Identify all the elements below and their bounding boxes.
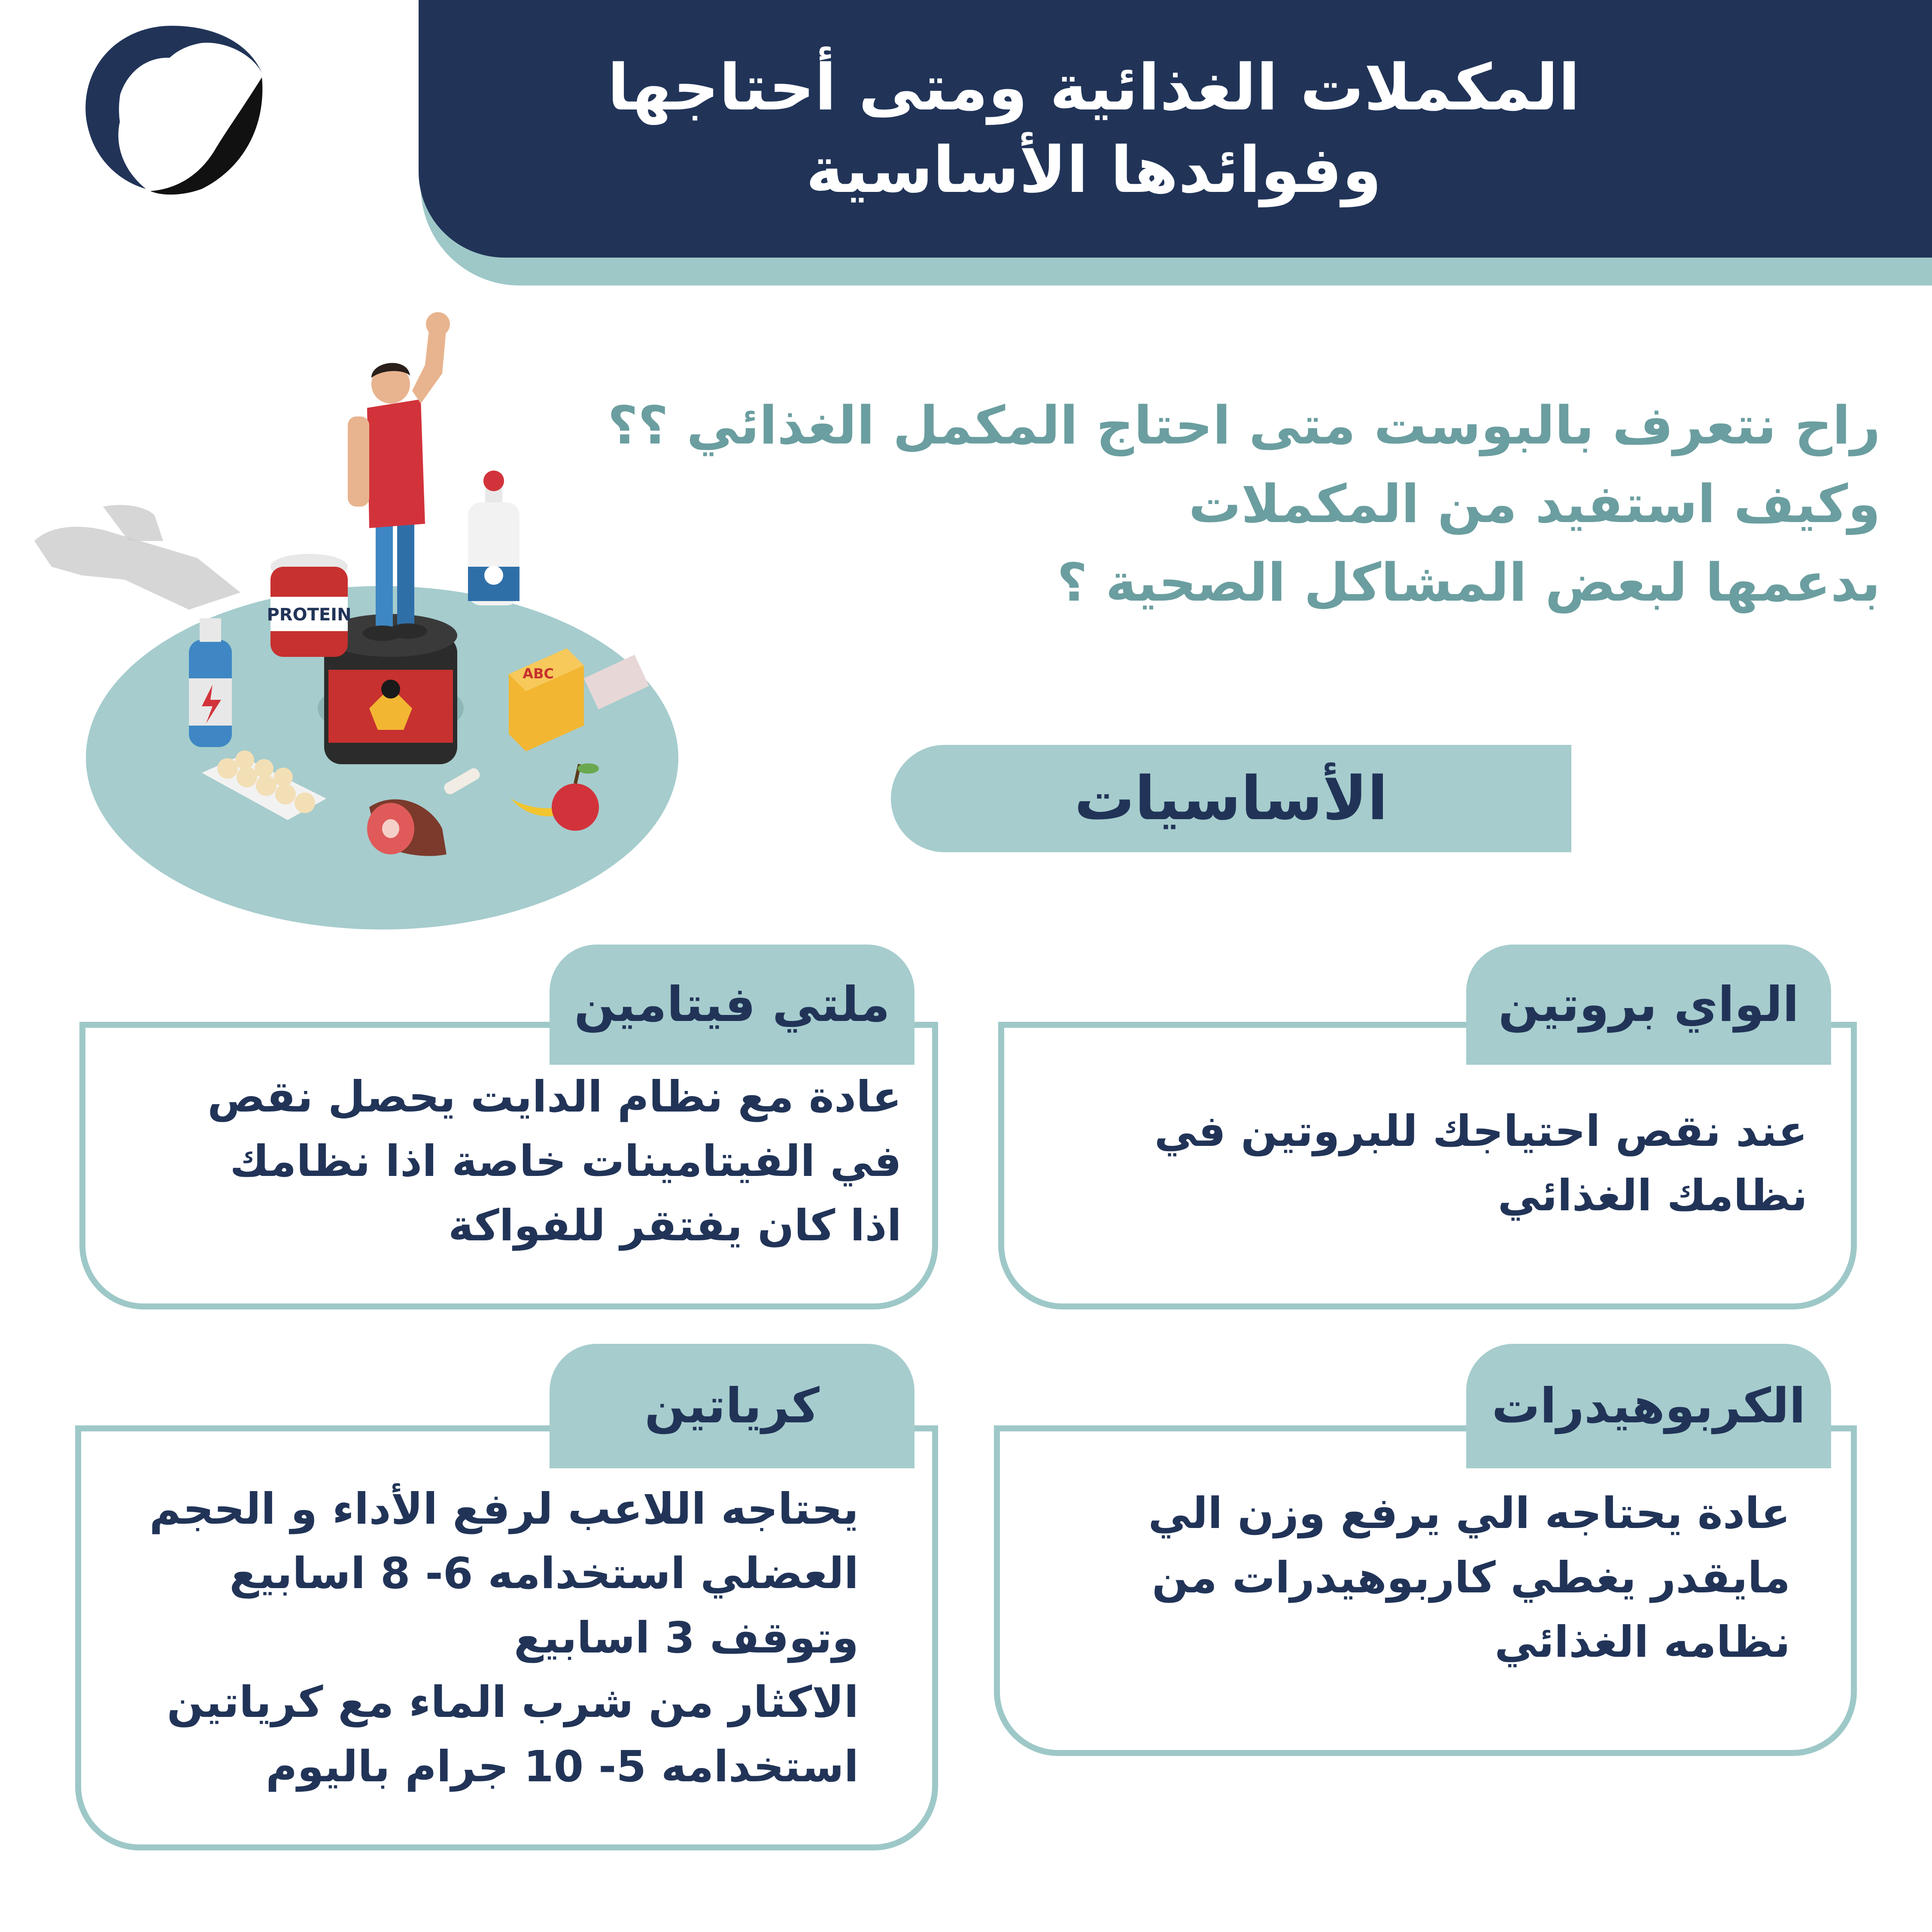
card-whey-title: الواي بروتين <box>1498 977 1799 1033</box>
man-shirt <box>367 399 425 528</box>
card-multivitamin-body: عادة مع نظام الدايت يحصل نقص في الفيتامينات خاصة اذا نظامك اذا كان يفتقر للفواكة <box>207 1072 902 1251</box>
card-carbs-tab <box>1466 1344 1831 1468</box>
page-title: المكملات الغذائية ومتى أحتاجها وفوائدها الأساسية <box>607 50 1580 207</box>
man-leg <box>376 524 393 631</box>
box-label: ABC <box>522 665 554 682</box>
section-basics-pill <box>891 745 1571 852</box>
card-whey-tab <box>1466 945 1831 1065</box>
card-creatine-title: كرياتين <box>644 1378 820 1434</box>
card-multivitamin-tab <box>550 945 914 1065</box>
header-banner <box>419 0 1932 258</box>
card-carbs-title: الكربوهيدرات <box>1492 1378 1806 1434</box>
intro-text: راح نتعرف بالبوست متى احتاج المكمل الغذائي ؟؟ وكيف استفيد من المكملات بدعمها لبعض المشاكل الصحية ؟ <box>608 395 1880 613</box>
card-carbs-body: عادة يحتاجه الي يرفع وزن الي مايقدر يغطي كاربوهيدرات من نظامه الغذائي <box>1148 1488 1790 1667</box>
apple <box>552 784 599 831</box>
card-creatine-body: يحتاجه اللاعب لرفع الأداء و الحجم العضلي استخدامه 6- 8 اسابيع وتوقف 3 اسابيع الاكثار من شرب الماء مع كرياتين استخدامه 5- 10 جرام باليوم <box>149 1484 859 1792</box>
supplements-illustration <box>17 301 726 936</box>
card-multivitamin-title: ملتي فيتامين <box>574 977 890 1033</box>
horse-logo-icon <box>73 17 270 197</box>
card-creatine-tab <box>550 1344 914 1468</box>
protein-label: PROTEIN <box>267 605 352 625</box>
section-title: الأساسيات <box>1074 763 1388 834</box>
card-whey-body: عند نقص احتياجك للبروتين في نظامك الغذائي <box>1154 1106 1807 1221</box>
